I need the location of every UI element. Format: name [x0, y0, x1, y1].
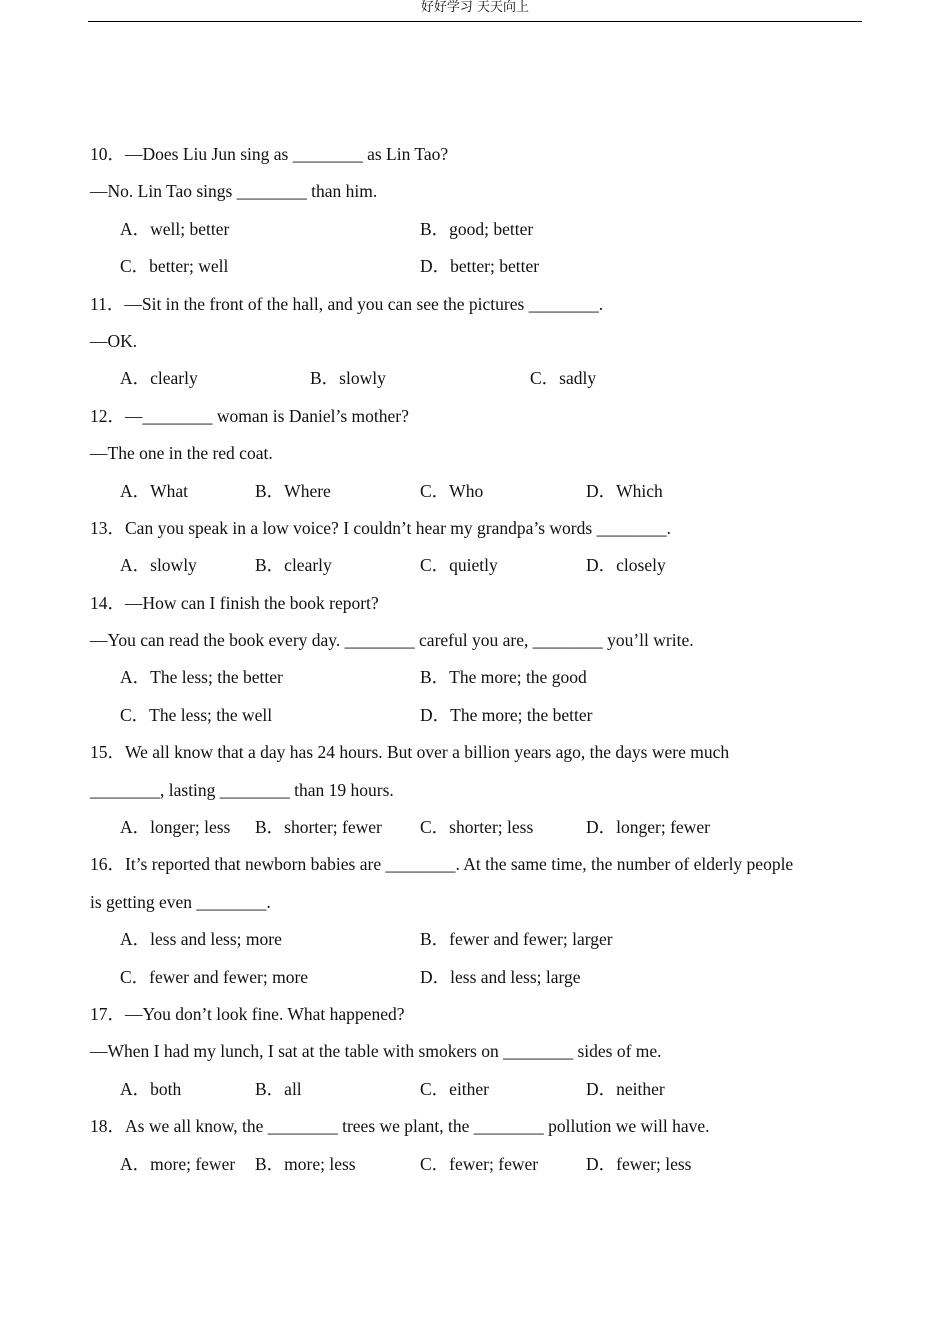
- options-row: [90, 921, 870, 958]
- question-text: 12．—________ woman is Daniel’s mother?: [90, 405, 409, 426]
- answer-option[interactable]: C．sadly: [530, 368, 597, 389]
- answer-option[interactable]: B．Where: [255, 480, 331, 501]
- question-text: —No. Lin Tao sings ________ than him.: [90, 181, 378, 202]
- answer-option[interactable]: A．both: [120, 1078, 182, 1099]
- question-text: —When I had my lunch, I sat at the table with smokers on ________ sides of me.: [90, 1041, 662, 1062]
- answer-option[interactable]: A．The less; the better: [120, 667, 283, 688]
- answer-option[interactable]: A．What: [120, 480, 189, 501]
- answer-option[interactable]: D．less and less; large: [420, 966, 581, 987]
- answer-option[interactable]: D．The more; the better: [420, 704, 593, 725]
- question-text: 13．Can you speak in a low voice? I couldn’t hear my grandpa’s words ________.: [90, 517, 671, 538]
- answer-option[interactable]: B．good; better: [420, 218, 534, 239]
- answer-option[interactable]: D．fewer; less: [586, 1153, 692, 1174]
- answer-option[interactable]: B．fewer and fewer; larger: [420, 929, 613, 950]
- question-text: 16．It’s reported that newborn babies are ________. At the same time, the number of elderly people: [90, 854, 794, 875]
- answer-option[interactable]: C．shorter; less: [420, 817, 534, 838]
- question-text: 11．—Sit in the front of the hall, and you can see the pictures ________.: [90, 293, 604, 314]
- answer-option[interactable]: D．longer; fewer: [586, 817, 710, 838]
- answer-option[interactable]: D．closely: [586, 555, 666, 576]
- answer-option[interactable]: D．better; better: [420, 256, 540, 277]
- header-text: 好好学习 天天向上: [420, 0, 530, 15]
- answer-option[interactable]: D．Which: [586, 480, 663, 501]
- page-header: [88, 0, 862, 22]
- answer-option[interactable]: A．less and less; more: [120, 929, 282, 950]
- answer-option[interactable]: B．more; less: [255, 1153, 356, 1174]
- answer-option[interactable]: B．slowly: [310, 368, 386, 389]
- options-row: [90, 809, 870, 846]
- options-row: [90, 248, 870, 285]
- question-text: 18．As we all know, the ________ trees we plant, the ________ pollution we will have.: [90, 1116, 710, 1137]
- answer-option[interactable]: C．either: [420, 1078, 490, 1099]
- answer-option[interactable]: C．quietly: [420, 555, 498, 576]
- answer-option[interactable]: A．clearly: [120, 368, 198, 389]
- question-text: 17．—You don’t look fine. What happened?: [90, 1003, 405, 1024]
- question-text: ________, lasting ________ than 19 hours.: [90, 779, 394, 800]
- question-12: [90, 398, 870, 510]
- answer-option[interactable]: A．more; fewer: [120, 1153, 236, 1174]
- question-17: [90, 996, 870, 1108]
- answer-option[interactable]: C．fewer and fewer; more: [120, 966, 309, 987]
- question-text: 10．—Does Liu Jun sing as ________ as Lin Tao?: [90, 144, 449, 164]
- options-row: [90, 959, 870, 996]
- answer-option[interactable]: B．The more; the good: [420, 667, 587, 688]
- answer-option[interactable]: B．all: [255, 1078, 302, 1099]
- question-10: [90, 136, 870, 286]
- options-row: [90, 547, 870, 584]
- options-row: [90, 211, 870, 248]
- answer-option[interactable]: C．The less; the well: [120, 704, 273, 725]
- answer-option[interactable]: C．fewer; fewer: [420, 1153, 539, 1174]
- question-13: [90, 510, 870, 585]
- answer-option[interactable]: D．neither: [586, 1078, 665, 1099]
- question-text: —You can read the book every day. ________ careful you are, ________ you’ll write.: [90, 630, 694, 651]
- answer-option[interactable]: B．shorter; fewer: [255, 817, 382, 838]
- options-row: [90, 473, 870, 510]
- options-row: [90, 1071, 870, 1108]
- question-16: [90, 846, 870, 996]
- question-text: 14．—How can I finish the book report?: [90, 592, 379, 613]
- question-18: [90, 1108, 870, 1183]
- question-text: is getting even ________.: [90, 891, 271, 912]
- answer-option[interactable]: A．slowly: [120, 555, 197, 576]
- answer-option[interactable]: C．Who: [420, 480, 484, 501]
- options-row: [90, 697, 870, 734]
- options-row: [90, 360, 870, 397]
- answer-option[interactable]: B．clearly: [255, 555, 332, 576]
- question-text: —OK.: [90, 330, 138, 351]
- answer-option[interactable]: C．better; well: [120, 256, 229, 277]
- answer-option[interactable]: A．well; better: [120, 218, 230, 239]
- options-row: [90, 1146, 870, 1183]
- answer-option[interactable]: A．longer; less: [120, 817, 231, 838]
- options-row: [90, 659, 870, 696]
- question-14: [90, 585, 870, 735]
- question-text: 15．We all know that a day has 24 hours. But over a billion years ago, the days were much: [90, 742, 730, 763]
- question-text: —The one in the red coat.: [90, 443, 273, 464]
- question-15: [90, 734, 870, 846]
- question-11: [90, 286, 870, 398]
- question-list: [90, 136, 870, 1183]
